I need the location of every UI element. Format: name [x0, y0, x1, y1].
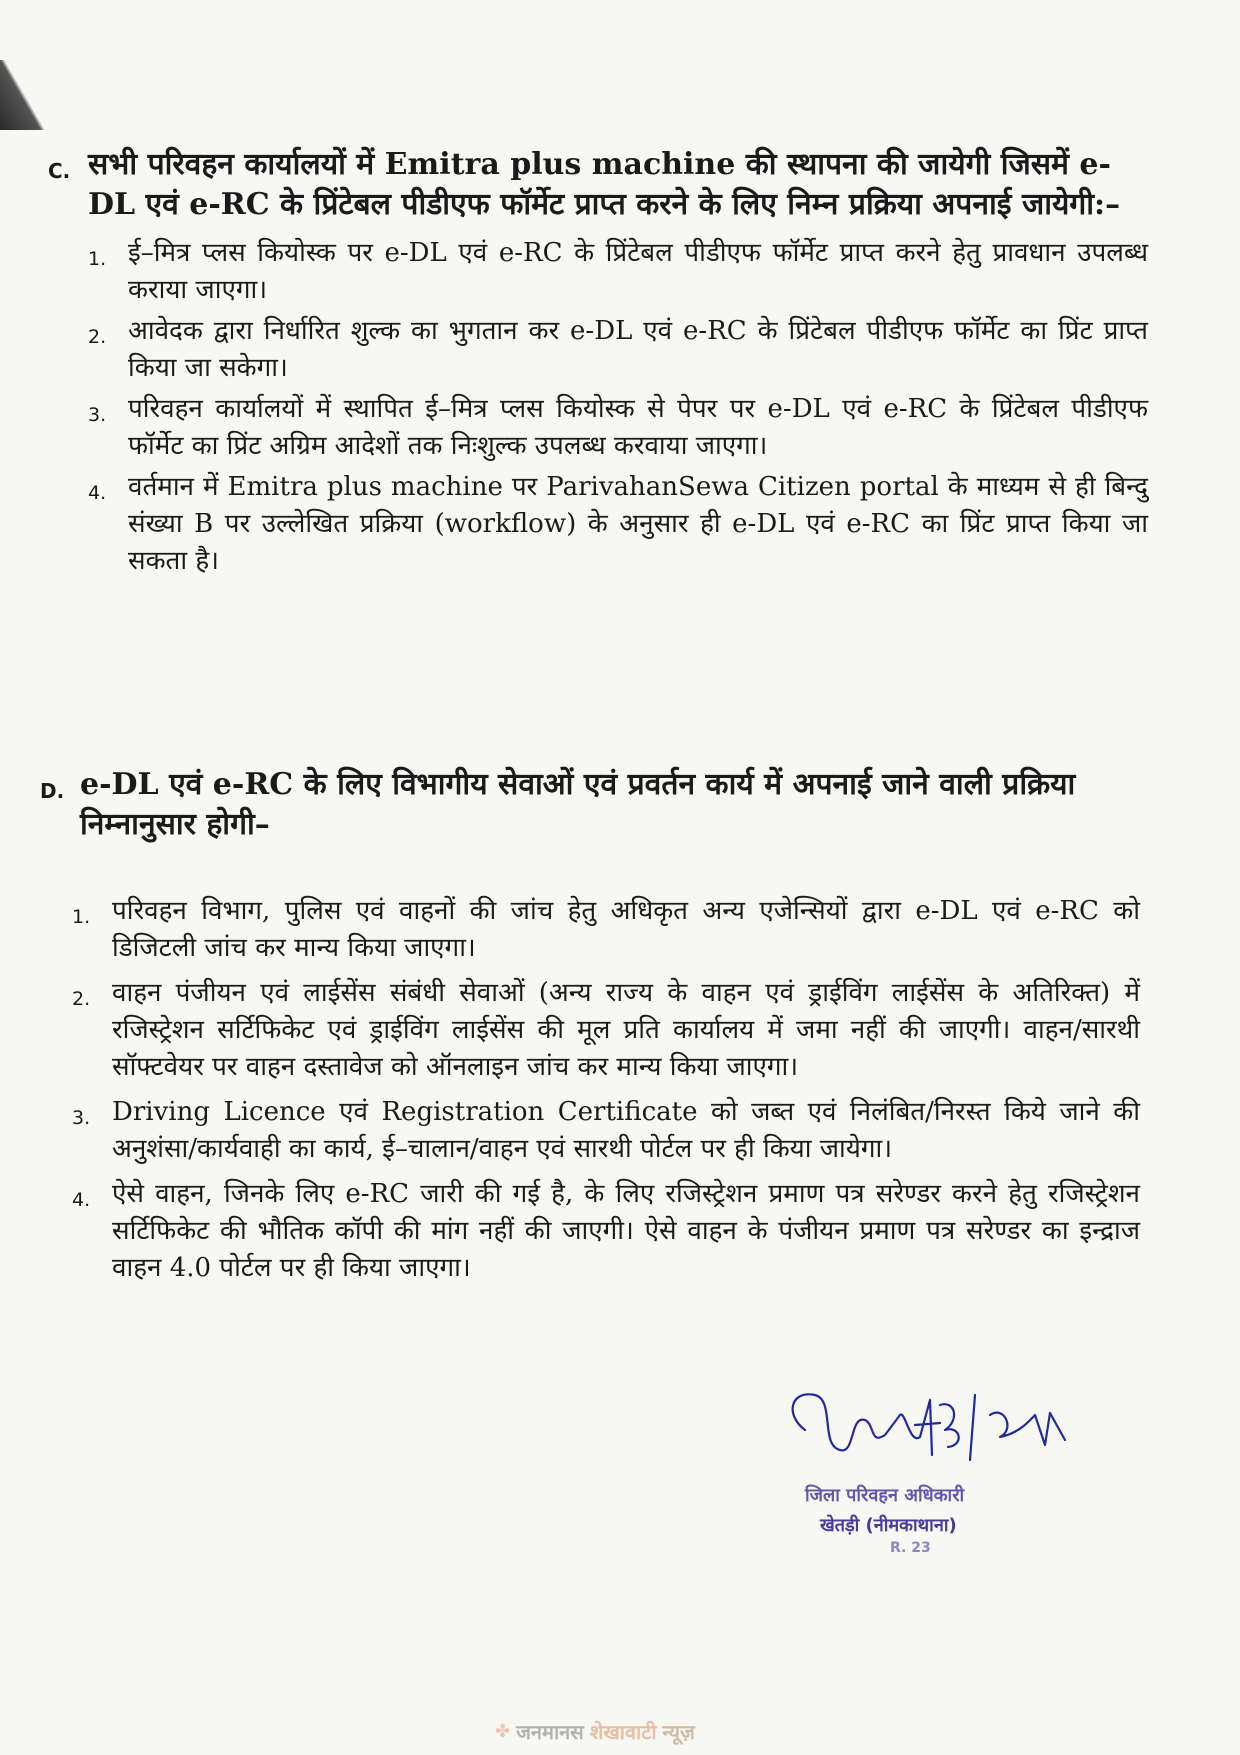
section-c-heading	[48, 145, 1148, 225]
watermark-part-1: जनमानस	[516, 1720, 584, 1744]
signature-block	[780, 1375, 1080, 1556]
list-item-text: Driving Licence एवं Registration Certificate को जब्त एवं निलंबित/निरस्त किये जाने की अनुशंसा/कार्यवाही का कार्य, ई–चालान/वाहन एवं सारथी पोर्टल पर ही किया जायेगा।	[112, 1097, 1140, 1164]
stamp-office: खेतड़ी (नीमकाथाना)	[820, 1515, 957, 1536]
list-item-number: 2.	[72, 988, 91, 1010]
list-item-number: 2.	[88, 326, 107, 348]
list-item	[72, 1176, 1140, 1287]
section-c-letter: C.	[48, 159, 71, 183]
section-d-heading-text: e-DL एवं e-RC के लिए विभागीय सेवाओं एवं प्रवर्तन कार्य में अपनाई जाने वाली प्रक्रिया निम्नानुसार होगी–	[80, 767, 1076, 842]
flame-icon: ✤	[495, 1721, 511, 1742]
list-item	[72, 1094, 1140, 1168]
list-item	[72, 975, 1140, 1086]
section-d	[40, 765, 1140, 1295]
list-item-text: वर्तमान में Emitra plus machine पर ParivahanSewa Citizen portal के माध्यम से ही बिन्दु संख्या B पर उल्लेखित प्रक्रिया (workflow) के अनुसार ही e-DL एवं e-RC का प्रिंट प्राप्त किया जा सकता है।	[128, 472, 1148, 576]
list-item-number: 1.	[72, 906, 91, 928]
list-item-text: वाहन पंजीयन एवं लाईसेंस संबंधी सेवाओं (अन्य राज्य के वाहन एवं ड्राईविंग लाईसेंस के अतिरिक्त) में रजिस्ट्रेशन सर्टिफिकेट एवं ड्राईविंग लाईसेंस की मूल प्रति कार्यालय में जमा नहीं की जाएगी। वाहन/सारथी सॉफ्टवेयर पर वाहन दस्तावेज को ऑनलाइन जांच कर मान्य किया जाएगा।	[112, 978, 1140, 1082]
list-item	[72, 893, 1140, 967]
watermark-part-2: शेखावाटी	[589, 1720, 657, 1744]
list-item-number: 3.	[88, 404, 107, 426]
handwritten-signature	[780, 1375, 1080, 1485]
stamp-designation: जिला परिवहन अधिकारी	[805, 1485, 965, 1506]
list-item-text: परिवहन विभाग, पुलिस एवं वाहनों की जांच हेतु अधिकृत अन्य एजेन्सियों द्वारा e-DL एवं e-RC को डिजिटली जांच कर मान्य किया जाएगा।	[112, 896, 1140, 963]
stamp-code: R. 23	[890, 1540, 931, 1556]
list-item-number: 1.	[88, 248, 107, 270]
section-c-list	[88, 235, 1148, 580]
section-c-heading-text: सभी परिवहन कार्यालयों में Emitra plus machine की स्थापना की जायेगी जिसमें e-DL एवं e-RC के प्रिंटेबल पीडीएफ फॉर्मेट प्राप्त करने के लिए निम्न प्रक्रिया अपनाई जायेगी:–	[88, 147, 1121, 222]
list-item-number: 4.	[88, 482, 107, 504]
list-item	[88, 235, 1148, 309]
watermark	[495, 1718, 695, 1745]
list-item-number: 3.	[72, 1107, 91, 1129]
list-item-text: ऐसे वाहन, जिनके लिए e-RC जारी की गई है, के लिए रजिस्ट्रेशन प्रमाण पत्र सरेण्डर करने हेतु रजिस्ट्रेशन सर्टिफिकेट की भौतिक कॉपी की मांग नहीं की जाएगी। ऐसे वाहन के पंजीयन प्रमाण पत्र सरेण्डर का इन्द्राज वाहन 4.0 पोर्टल पर ही किया जाएगा।	[112, 1179, 1140, 1283]
list-item-number: 4.	[72, 1189, 91, 1211]
watermark-part-3: न्यूज़	[662, 1720, 695, 1744]
section-c	[48, 145, 1148, 584]
scan-corner-shadow	[0, 60, 50, 130]
section-d-list	[72, 893, 1140, 1287]
section-d-heading	[40, 765, 1140, 845]
list-item-text: ई–मित्र प्लस कियोस्क पर e-DL एवं e-RC के प्रिंटेबल पीडीएफ फॉर्मेट प्राप्त करने हेतु प्रावधान उपलब्ध कराया जाएगा।	[128, 238, 1148, 305]
list-item-text: परिवहन कार्यालयों में स्थापित ई–मित्र प्लस कियोस्क से पेपर पर e-DL एवं e-RC के प्रिंटेबल पीडीएफ फॉर्मेट का प्रिंट अग्रिम आदेशों तक निःशुल्क उपलब्ध करवाया जाएगा।	[128, 394, 1148, 461]
list-item	[88, 469, 1148, 580]
section-d-letter: D.	[40, 779, 65, 803]
list-item	[88, 313, 1148, 387]
list-item-text: आवेदक द्वारा निर्धारित शुल्क का भुगतान कर e-DL एवं e-RC के प्रिंटेबल पीडीएफ फॉर्मेट का प्रिंट प्राप्त किया जा सकेगा।	[128, 316, 1148, 383]
list-item	[88, 391, 1148, 465]
